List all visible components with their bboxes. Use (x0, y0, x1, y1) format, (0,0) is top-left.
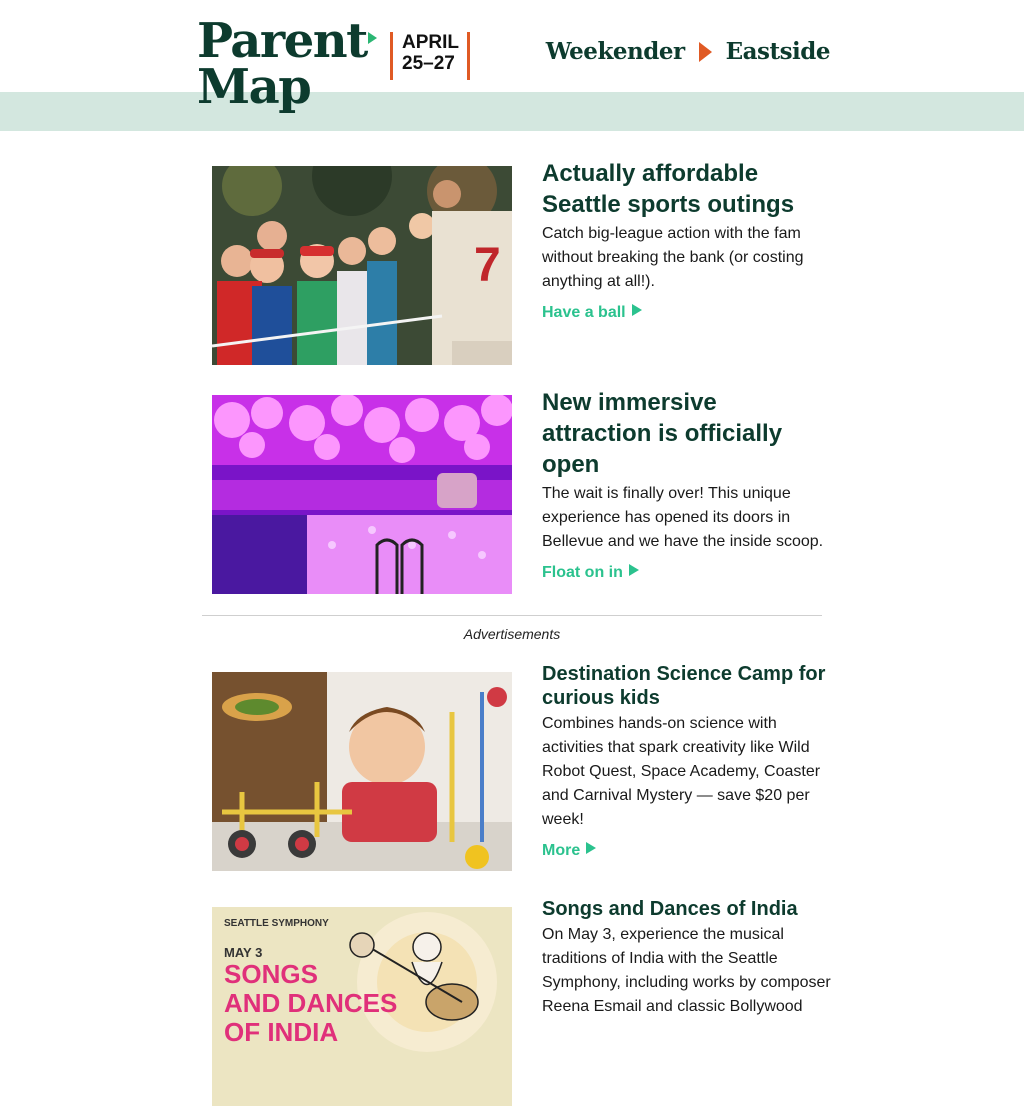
cta-arrow-icon (629, 564, 639, 576)
poster-date: MAY 3 (224, 945, 263, 960)
ad-science-camp-text (542, 662, 832, 860)
story-title[interactable]: Actually affordable Seattle sports outings (542, 160, 795, 218)
ad-description: Combines hands-on science with activities that spark creativity like Wild Robot Quest, Space Academy, Coaster and Carnival Mystery — save $20 per week! (542, 715, 821, 828)
cta-arrow-icon (632, 304, 642, 316)
songs-dances-poster-image[interactable] (212, 907, 512, 1106)
sports-fans-image[interactable] (212, 166, 512, 365)
have-a-ball-link[interactable] (542, 304, 642, 322)
float-on-in-link[interactable] (542, 564, 639, 582)
advertisements-label: Advertisements (463, 626, 561, 642)
story-title[interactable]: New immersive attraction is officially open (542, 389, 783, 478)
edition-title (546, 38, 830, 65)
poster-title: SONGS (224, 959, 318, 989)
cta-label: More (542, 842, 581, 859)
poster-title-2: AND DANCES (224, 988, 398, 1018)
parentmap-logo[interactable] (197, 13, 367, 115)
cta-arrow-icon (586, 842, 596, 854)
science-camp-image[interactable] (212, 672, 512, 871)
more-link[interactable] (542, 842, 596, 860)
logo-play-icon (368, 32, 377, 44)
logo-line-2: Map (197, 59, 311, 115)
date-month: APRIL (402, 32, 459, 53)
story-description: The wait is finally over! This unique experience has opened its doors in Bellevue and we have the inside scoop. (542, 485, 824, 550)
ad-title[interactable]: Destination Science Camp for curious kids (542, 663, 826, 709)
header-band (0, 92, 1024, 131)
cta-label: Have a ball (542, 304, 626, 321)
story-sports-text (542, 158, 832, 322)
poster-title-3: OF INDIA (224, 1017, 339, 1047)
svg-text:7: 7 (474, 239, 501, 292)
email-header (0, 0, 1024, 92)
cta-label: Float on in (542, 564, 623, 581)
play-arrow-icon (699, 42, 712, 62)
date-range: 25–27 (402, 53, 455, 74)
edition-region: Eastside (725, 38, 830, 65)
story-description: Catch big-league action with the fam without breaking the bank (or costing anything at all!). (542, 225, 804, 290)
date-badge (390, 32, 470, 80)
ad-title[interactable]: Songs and Dances of India (542, 898, 798, 920)
section-divider (202, 615, 822, 616)
logo-line-1: Parent (197, 13, 367, 69)
ad-description: On May 3, experience the musical traditions of India with the Seattle Symphony, including works by composer Reena Esmail and classic Bollywood (542, 926, 831, 1015)
immersive-attraction-image[interactable] (212, 395, 512, 594)
poster-brand: SEATTLE SYMPHONY (224, 918, 329, 929)
ad-songs-dances-text (542, 897, 832, 1019)
edition-name: Weekender (545, 38, 685, 65)
story-immersive-text (542, 387, 832, 582)
